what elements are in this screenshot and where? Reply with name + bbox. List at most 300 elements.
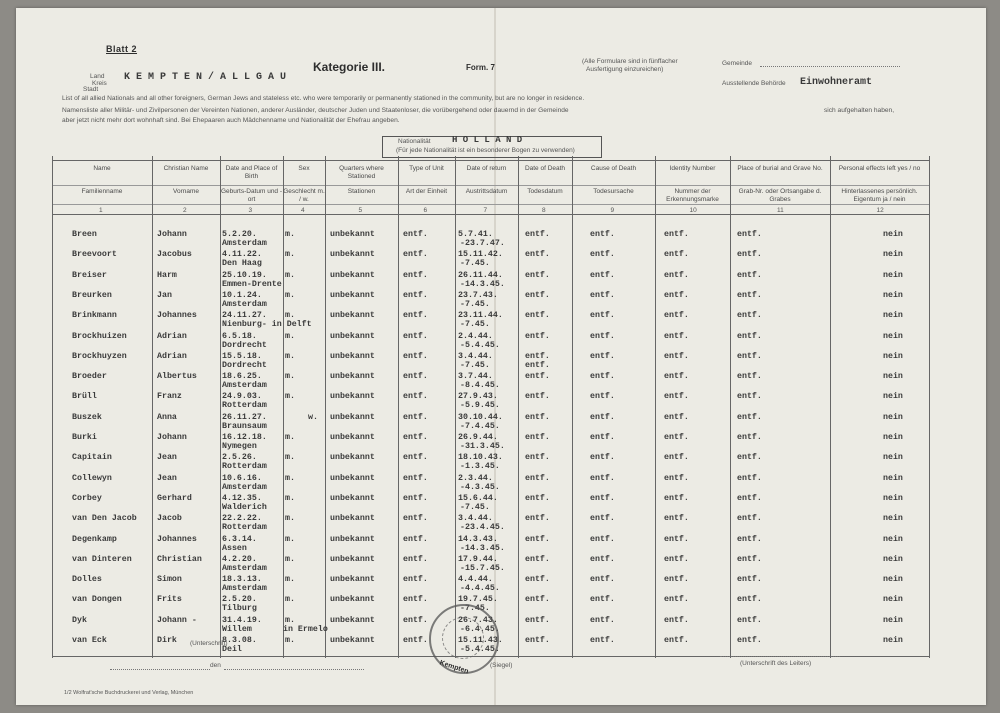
row-effects: nein — [883, 311, 903, 321]
column-rule — [830, 156, 831, 658]
row-quarters: unbekannt — [330, 453, 375, 463]
column-rule — [655, 156, 656, 658]
district-label-land: Land — [90, 73, 105, 80]
row-quarters: unbekannt — [330, 615, 375, 625]
row-birth-date: 24.11.27. — [222, 311, 267, 321]
row-death-cause: entf. — [590, 615, 615, 625]
row-identity-number: entf. — [664, 575, 689, 585]
row-vorname: Adrian — [157, 331, 187, 341]
row-identity-number: entf. — [664, 554, 689, 564]
colnum-divider-top — [52, 204, 929, 205]
row-identity-number: entf. — [664, 514, 689, 524]
column-header-en: Sex — [298, 165, 310, 172]
row-vorname: Jan — [157, 290, 172, 300]
district-label-stadt: Stadt — [83, 86, 99, 93]
row-identity-number: entf. — [664, 473, 689, 483]
row-effects: nein — [883, 453, 903, 463]
row-death-cause: entf. — [590, 433, 615, 442]
row-death-date: entf. — [525, 453, 550, 463]
row-death-cause: entf. — [590, 412, 615, 422]
sheet-number: Blatt 2 — [106, 44, 138, 54]
row-birth-place: Rotterdam — [222, 462, 267, 472]
row-grave: entf. — [737, 412, 762, 422]
row-identity-number: entf. — [664, 250, 689, 260]
row-grave: entf. — [737, 636, 762, 645]
intro-german-1: Namensliste aller Militär- und Zivilpersonen der Vereinten Nationen, anderer Ausländer, deutscher Juden und Staatenloser, die vorübergehend oder dauernd in der Gemeinde — [62, 107, 569, 114]
row-birth-place: Emmen-Drente — [222, 279, 282, 289]
row-name: van Den Jacob — [72, 514, 137, 524]
column-number: 10 — [689, 207, 697, 214]
row-return-date: 30.10.44. — [458, 412, 503, 422]
stamp-text: Kempten — [438, 659, 470, 676]
gemeinde-line — [760, 66, 900, 67]
column-header-en: Type of Unit — [409, 165, 444, 172]
column-number: 11 — [777, 207, 784, 214]
row-sex: m. — [285, 615, 295, 625]
row-grave: entf. — [737, 473, 762, 483]
row-return-date: 26.9.44. — [458, 433, 498, 442]
row-death-date: entf. — [525, 575, 550, 585]
row-unit-type: entf. — [403, 311, 428, 321]
row-unit-type: entf. — [403, 473, 428, 483]
row-birth-place: Nymegen — [222, 442, 257, 451]
row-death-date: entf. — [525, 290, 550, 300]
column-rule — [572, 156, 573, 658]
row-name: Breiser — [72, 270, 107, 280]
column-number: 6 — [423, 207, 428, 214]
column-number: 5 — [358, 207, 363, 214]
row-birth-place: Deil — [222, 645, 242, 654]
row-birth-date: 6.3.14. — [222, 534, 257, 544]
row-vorname: Anna — [157, 412, 177, 422]
row-birth-date: 4.12.35. — [222, 493, 262, 503]
row-quarters: unbekannt — [330, 230, 375, 239]
row-death-cause: entf. — [590, 290, 615, 300]
row-death-date: entf. — [525, 514, 550, 524]
table-top-line — [52, 160, 929, 161]
printer-imprint: 1/2 Wolfrat'sche Buchdruckerei und Verlag, München — [64, 690, 194, 696]
row-name: van Dinteren — [72, 554, 132, 564]
death-date-extra: entf. — [525, 360, 550, 370]
copies-note-2: Ausfertigung einzureichen) — [586, 66, 664, 73]
row-identity-number: entf. — [664, 351, 689, 361]
column-rule — [220, 156, 221, 658]
row-vorname: Johannes — [157, 311, 197, 321]
row-birth-date: 8.3.08. — [222, 636, 257, 645]
row-vorname: Johann - — [157, 615, 197, 625]
row-return-date: 19.7.45. — [458, 595, 498, 605]
row-death-date: entf. — [525, 351, 550, 361]
row-return-date: 5.7.41. — [458, 230, 493, 239]
row-birth-place: Den Haag — [222, 259, 262, 269]
form-number: Form. 7 — [466, 63, 495, 72]
row-name: van Dongen — [72, 595, 122, 605]
row-return-date: 3.4.44. — [458, 351, 493, 361]
row-unit-type: entf. — [403, 230, 428, 239]
row-quarters: unbekannt — [330, 554, 375, 564]
row-vorname: Dirk — [157, 636, 177, 645]
row-death-cause: entf. — [590, 534, 615, 544]
row-return-date: 26.7.43. — [458, 615, 498, 625]
row-birth-date: 31.4.19. — [222, 615, 262, 625]
place-line — [110, 669, 210, 670]
row-death-date: entf. — [525, 534, 550, 544]
row-effects: nein — [883, 433, 903, 442]
row-name: Brinkmann — [72, 311, 117, 321]
row-birth-date: 10.6.16. — [222, 473, 262, 483]
row-vorname: Jacobus — [157, 250, 192, 260]
row-birth-date: 2.5.26. — [222, 453, 257, 463]
row-unit-type: entf. — [403, 554, 428, 564]
row-birth-place: Tilburg — [222, 604, 257, 614]
row-quarters: unbekannt — [330, 636, 375, 645]
row-sex: m. — [285, 554, 295, 564]
row-return-date-end: -7.45. — [460, 360, 490, 370]
row-return-date: 18.10.43. — [458, 453, 503, 463]
row-vorname: Simon — [157, 575, 182, 585]
row-death-date: entf. — [525, 270, 550, 280]
row-birth-date: 6.5.18. — [222, 331, 257, 341]
row-quarters: unbekannt — [330, 372, 375, 382]
row-birth-place: Willem — [222, 624, 252, 634]
row-quarters: unbekannt — [330, 290, 375, 300]
row-return-date: 2.3.44. — [458, 473, 493, 483]
nationality-note: (Für jede Nationalität ist ein besonderer Bogen zu verwenden) — [396, 147, 575, 154]
row-sex: m. — [285, 575, 295, 585]
row-return-date-end: -14.3.45. — [460, 543, 505, 553]
row-vorname: Johann — [157, 230, 187, 239]
column-rule — [929, 156, 930, 658]
row-return-date-end: -5.9.45. — [460, 401, 500, 411]
row-sex: m. — [285, 290, 295, 300]
row-birth-place: Amsterdam — [222, 584, 267, 594]
row-death-date: entf. — [525, 412, 550, 422]
row-return-date-end: -1.3.45. — [460, 462, 500, 472]
row-sex: m. — [285, 433, 295, 442]
row-name: Capitain — [72, 453, 112, 463]
row-birth-place: Rotterdam — [222, 401, 267, 411]
row-birth-date: 4.11.22. — [222, 250, 262, 260]
district-value: K E M P T E N / A L L G A U — [124, 72, 287, 83]
behoerde-label: Ausstellende Behörde — [722, 80, 786, 87]
row-death-date: entf. — [525, 331, 550, 341]
row-return-date: 23.11.44. — [458, 311, 503, 321]
row-effects: nein — [883, 250, 903, 260]
row-vorname: Johannes — [157, 534, 197, 544]
column-header-en: Quarters where Stationed — [339, 165, 384, 180]
row-birth-place: Amsterdam — [222, 299, 267, 309]
row-unit-type: entf. — [403, 270, 428, 280]
row-return-date: 2.4.44. — [458, 331, 493, 341]
row-death-cause: entf. — [590, 250, 615, 260]
row-effects: nein — [883, 473, 903, 483]
row-sex: m. — [285, 392, 295, 402]
row-return-date-end: -23.7.47. — [460, 239, 505, 248]
column-header-de: Todesursache — [593, 188, 634, 195]
row-name: Brüll — [72, 392, 97, 402]
row-name: Brockhuizen — [72, 331, 127, 341]
row-return-date-end: -7.45. — [460, 320, 490, 330]
column-header-en: Place of burial and Grave No. — [737, 165, 823, 172]
row-sex: m. — [285, 636, 295, 645]
row-death-date: entf. — [525, 372, 550, 382]
row-birth-place: Amsterdam — [222, 381, 267, 391]
row-identity-number: entf. — [664, 453, 689, 463]
row-effects: nein — [883, 493, 903, 503]
row-return-date-end: -7.4.45. — [460, 421, 500, 431]
row-return-date: 15.11.42. — [458, 250, 503, 260]
row-grave: entf. — [737, 453, 762, 463]
row-grave: entf. — [737, 372, 762, 382]
column-header-de: Geschlecht m. / w. — [283, 188, 325, 203]
row-grave: entf. — [737, 331, 762, 341]
row-effects: nein — [883, 554, 903, 564]
row-birth-date: 18.3.13. — [222, 575, 262, 585]
row-sex: m. — [285, 453, 295, 463]
row-death-date: entf. — [525, 615, 550, 625]
column-header-de: Austrittsdatum — [465, 188, 508, 195]
row-grave: entf. — [737, 514, 762, 524]
row-name: Breevoort — [72, 250, 117, 260]
row-return-date: 3.4.44. — [458, 514, 493, 524]
birth-place-extra: in Ermelo — [283, 624, 328, 634]
row-death-cause: entf. — [590, 575, 615, 585]
nationality-value: H O L L A N D — [452, 135, 523, 145]
column-rule — [730, 156, 731, 658]
row-unit-type: entf. — [403, 615, 428, 625]
column-header-en: Christian Name — [163, 165, 209, 172]
column-number: 12 — [876, 207, 884, 214]
column-rule — [518, 156, 519, 658]
row-death-cause: entf. — [590, 453, 615, 463]
row-unit-type: entf. — [403, 331, 428, 341]
row-birth-place: Amsterdam — [222, 563, 267, 573]
column-number: 9 — [610, 207, 615, 214]
row-quarters: unbekannt — [330, 433, 375, 442]
row-death-date: entf. — [525, 392, 550, 402]
row-identity-number: entf. — [664, 290, 689, 300]
column-header-en: Name — [93, 165, 111, 172]
row-grave: entf. — [737, 554, 762, 564]
row-death-date: entf. — [525, 636, 550, 645]
row-unit-type: entf. — [403, 453, 428, 463]
row-grave: entf. — [737, 615, 762, 625]
row-unit-type: entf. — [403, 493, 428, 503]
row-death-cause: entf. — [590, 473, 615, 483]
row-identity-number: entf. — [664, 311, 689, 321]
row-name: Brockhuyzen — [72, 351, 127, 361]
row-effects: nein — [883, 595, 903, 605]
column-header-en: Identity Number — [669, 165, 716, 172]
row-return-date-end: -7.45. — [460, 502, 490, 512]
row-birth-date: 16.12.18. — [222, 433, 267, 442]
row-sex: m. — [285, 372, 295, 382]
row-birth-date: 22.2.22. — [222, 514, 262, 524]
column-header-de: Stationen — [347, 188, 376, 195]
row-effects: nein — [883, 331, 903, 341]
row-birth-date: 25.10.19. — [222, 270, 267, 280]
row-grave: entf. — [737, 433, 762, 442]
column-header-de: Hinterlassenes persönlich. Eigentum ja / nein — [841, 188, 918, 203]
district-label-kreis: Kreis — [92, 80, 107, 87]
row-effects: nein — [883, 412, 903, 422]
row-unit-type: entf. — [403, 250, 428, 260]
row-birth-place: Nienburg- in Delft — [222, 320, 312, 330]
row-effects: nein — [883, 372, 903, 382]
row-unit-type: entf. — [403, 351, 428, 361]
signature-right-label: (Unterschrift des Leiters) — [740, 660, 812, 667]
row-birth-date: 15.5.18. — [222, 351, 262, 361]
row-death-date: entf. — [525, 311, 550, 321]
row-quarters: unbekannt — [330, 493, 375, 503]
row-return-date-end: -6.4.45. — [460, 624, 500, 634]
row-sex: m. — [285, 270, 295, 280]
row-grave: entf. — [737, 534, 762, 544]
row-birth-place: Rotterdam — [222, 523, 267, 533]
column-header-en: Date and Place of Birth — [225, 165, 278, 180]
row-name: van Eck — [72, 636, 107, 645]
row-sex: m. — [285, 311, 295, 321]
row-vorname: Harm — [157, 270, 177, 280]
row-effects: nein — [883, 636, 903, 645]
row-vorname: Jean — [157, 453, 177, 463]
row-return-date-end: -4.3.45. — [460, 482, 500, 492]
row-birth-date: 24.9.03. — [222, 392, 262, 402]
row-identity-number: entf. — [664, 331, 689, 341]
row-sex: w. — [308, 412, 318, 422]
row-vorname: Christian — [157, 554, 202, 564]
row-grave: entf. — [737, 250, 762, 260]
row-name: Dyk — [72, 615, 87, 625]
row-unit-type: entf. — [403, 392, 428, 402]
behoerde-value: Einwohneramt — [800, 77, 873, 88]
row-quarters: unbekannt — [330, 575, 375, 585]
column-header-en: Date of return — [466, 165, 507, 172]
column-header-de: Nummer der Erkennungsmarke — [666, 188, 719, 203]
column-number: 2 — [183, 207, 187, 214]
row-birth-date: 26.11.27. — [222, 412, 267, 422]
row-return-date: 27.9.43. — [458, 392, 498, 402]
row-sex: m. — [285, 493, 295, 503]
column-rule — [152, 156, 153, 658]
row-death-date: entf. — [525, 250, 550, 260]
row-name: Burki — [72, 433, 97, 442]
column-number: 4 — [301, 207, 305, 214]
row-return-date-end: -7.45. — [460, 604, 490, 614]
row-return-date-end: -31.3.45. — [460, 442, 505, 451]
column-number: 7 — [483, 207, 488, 214]
row-sex: m. — [285, 534, 295, 544]
row-vorname: Frits — [157, 595, 182, 605]
row-sex: m. — [285, 351, 295, 361]
row-return-date-end: -14.3.45. — [460, 279, 505, 289]
row-effects: nein — [883, 534, 903, 544]
row-grave: entf. — [737, 392, 762, 402]
row-name: Broeder — [72, 372, 107, 382]
row-name: Corbey — [72, 493, 102, 503]
row-effects: nein — [883, 290, 903, 300]
column-rule — [455, 156, 456, 658]
column-rule — [283, 156, 284, 658]
row-grave: entf. — [737, 290, 762, 300]
column-header-de: Familienname — [81, 188, 123, 195]
row-vorname: Jean — [157, 473, 177, 483]
column-rule — [52, 156, 53, 658]
row-unit-type: entf. — [403, 433, 428, 442]
document-title: Kategorie III. — [313, 60, 386, 74]
row-return-date: 15.6.44. — [458, 493, 498, 503]
row-return-date-end: -7.45. — [460, 299, 490, 309]
column-header-de: Todesdatum — [527, 188, 563, 195]
row-birth-date: 10.1.24. — [222, 290, 262, 300]
intro-english: List of all allied Nationals and all other foreigners, German Jews and stateless etc. who were temporarily or permanently stationed in the community, but are no longer in residence. — [62, 95, 585, 102]
row-birth-date: 4.2.20. — [222, 554, 257, 564]
row-grave: entf. — [737, 575, 762, 585]
row-birth-date: 2.5.20. — [222, 595, 257, 605]
row-identity-number: entf. — [664, 615, 689, 625]
row-death-cause: entf. — [590, 636, 615, 645]
row-vorname: Gerhard — [157, 493, 192, 503]
column-header-de: Grab-Nr. oder Ortsangabe d. Grabes — [738, 188, 822, 203]
row-effects: nein — [883, 615, 903, 625]
row-quarters: unbekannt — [330, 331, 375, 341]
intro-german-1-end: sich aufgehalten haben, — [824, 107, 895, 114]
row-identity-number: entf. — [664, 372, 689, 382]
row-vorname: Johann — [157, 433, 187, 442]
row-return-date-end: -15.7.45. — [460, 563, 505, 573]
row-death-date: entf. — [525, 230, 550, 239]
row-quarters: unbekannt — [330, 311, 375, 321]
row-sex: m. — [285, 331, 295, 341]
row-unit-type: entf. — [403, 372, 428, 382]
row-identity-number: entf. — [664, 493, 689, 503]
row-death-cause: entf. — [590, 554, 615, 564]
row-death-cause: entf. — [590, 514, 615, 524]
row-effects: nein — [883, 392, 903, 402]
row-birth-place: Assen — [222, 543, 247, 553]
row-birth-place: Dordrecht — [222, 340, 267, 350]
colnum-divider-bottom — [52, 214, 929, 215]
row-return-date: 14.3.43. — [458, 534, 498, 544]
row-death-date: entf. — [525, 595, 550, 605]
row-quarters: unbekannt — [330, 351, 375, 361]
row-return-date: 3.7.44. — [458, 372, 493, 382]
row-grave: entf. — [737, 595, 762, 605]
row-identity-number: entf. — [664, 392, 689, 402]
row-death-cause: entf. — [590, 230, 615, 239]
row-quarters: unbekannt — [330, 250, 375, 260]
header-divider — [52, 185, 929, 186]
row-unit-type: entf. — [403, 575, 428, 585]
column-header-de: Geburts-Datum und -ort — [220, 188, 283, 203]
row-sex: m. — [285, 250, 295, 260]
row-unit-type: entf. — [403, 514, 428, 524]
row-return-date-end: -23.4.45. — [460, 523, 505, 533]
row-unit-type: entf. — [403, 412, 428, 422]
row-effects: nein — [883, 575, 903, 585]
seal-label: (Siegel) — [490, 662, 513, 669]
row-sex: m. — [285, 514, 295, 524]
row-quarters: unbekannt — [330, 412, 375, 422]
row-death-cause: entf. — [590, 392, 615, 402]
row-birth-place: Amsterdam — [222, 482, 267, 492]
row-return-date-end: -7.45. — [460, 259, 490, 269]
row-name: Dolles — [72, 575, 102, 585]
row-identity-number: entf. — [664, 534, 689, 544]
column-header-en: Date of Death — [524, 165, 566, 172]
gemeinde-label: Gemeinde — [722, 60, 752, 67]
row-birth-place: Dordrecht — [222, 360, 267, 370]
